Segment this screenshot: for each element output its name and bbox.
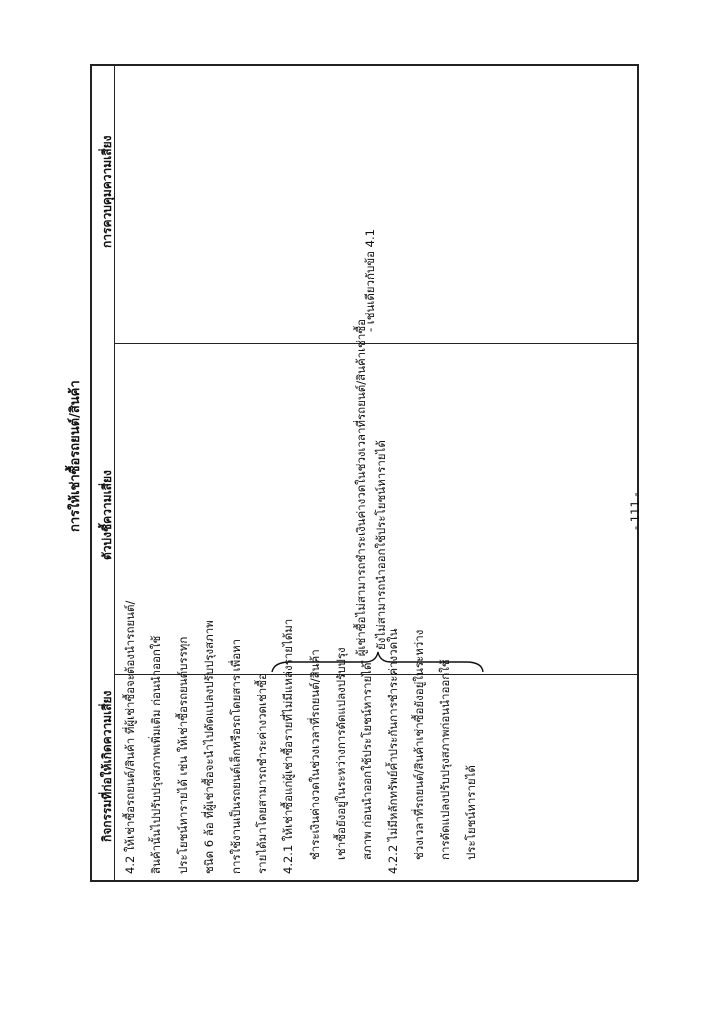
column-divider-1 (114, 343, 638, 344)
table-right-border (637, 64, 639, 881)
activity-line: 4.2 ให้เช่าซื้อรถยนต์/สินค้า ที่ผู้เช่าซื้อจะต้องนำรถยนต์/ (123, 600, 137, 874)
table-top-border (90, 64, 638, 66)
activity-line: ช่วงเวลาที่รถยนต์/สินค้าเช่าซื้อยังอยู่ในระหว่าง (412, 629, 426, 860)
risk-line: - ผู้เช่าซื้อไม่สามารถชำระเงินค่างวดในช่วงเวลาที่รถยนต์/สินค้าเช่าซื้อ (354, 318, 368, 664)
activity-line: สภาพ ก่อนนำออกใช้ประโยชน์หารายได้ (360, 662, 374, 860)
activity-line: การใช้งานเป็นรถยนต์เล็กหรือรถโดยสาร เพื่อหา (229, 638, 243, 874)
activity-line: ประโยชน์หารายได้ (464, 765, 478, 860)
control-text: - เช่นเดียวกับข้อ 4.1 (363, 229, 377, 332)
activity-line: ชนิด 6 ล้อ ที่ผู้เช่าซื้อจะนำไปดัดแปลงปรับปรุงสภาพ (202, 620, 216, 874)
activity-line: สินค้านั้นไปปรับปรุงสภาพเพิ่มเติม ก่อนนำออกใช้ (149, 635, 163, 874)
activity-line: รายได้มาโดยสามารถชำระค่างวดเช่าซื้อ (255, 673, 269, 874)
risk-line: ยังไม่สามารถนำออกใช้ประโยชน์หารายได้ (374, 440, 388, 650)
activity-line: 4.2.2 ไม่มีหลักทรัพย์ค้ำประกันการชำระค่างวดใน (386, 628, 400, 874)
column-header-control: การควบคุมความเสี่ยง (100, 135, 114, 248)
activity-line: 4.2.1 ให้เช่าซื้อแก่ผู้เช่าซื้อรายที่ไม่มีแหล่งรายได้มา (281, 618, 295, 874)
table-bottom-border (90, 880, 638, 882)
activity-line: ชำระเงินค่างวดในช่วงเวลาที่รถยนต์/สินค้า (308, 649, 322, 860)
curly-brace (270, 650, 485, 674)
table-left-border (90, 64, 92, 881)
activity-line: เช่าซื้อยังอยู่ในระหว่างการดัดแปลงปรับปรุง (334, 647, 348, 860)
activity-line: การดัดแปลงปรับปรุงสภาพก่อนนำออกใช้ (438, 659, 452, 860)
column-header-activity: กิจกรรมที่ก่อให้เกิดความเสี่ยง (100, 690, 114, 842)
activity-line: ประโยชน์หารายได้ เช่น ให้เช่าซื้อรถยนต์บรรทุก (176, 636, 190, 874)
page-title: การให้เช่าซื้อรถยนต์/สินค้า (68, 380, 83, 532)
column-header-risk: ตัวบ่งชี้ความเสี่ยง (100, 470, 114, 560)
page-number: - 111 - (628, 492, 642, 530)
